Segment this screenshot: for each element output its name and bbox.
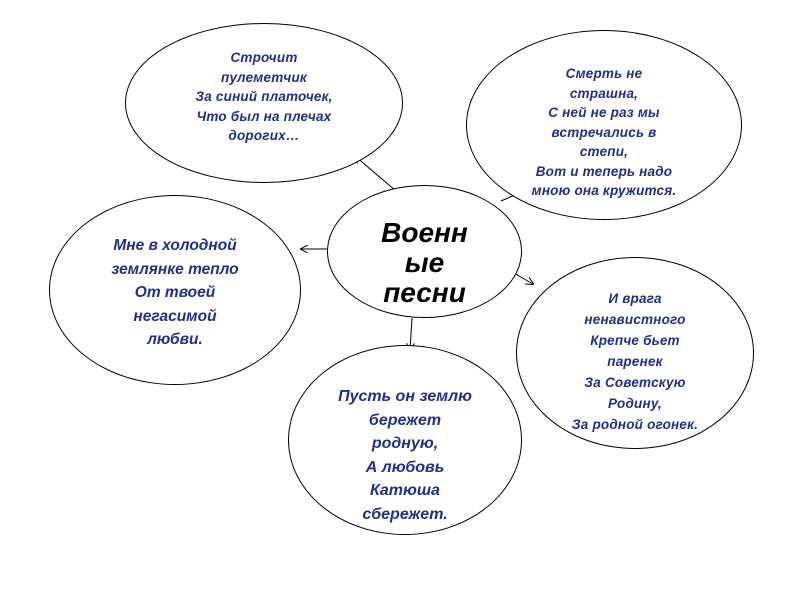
song-quote-top-right: Смерть не страшна, С ней не раз мы встречались в степи, Вот и теперь надо мною она кружится.: [531, 66, 677, 198]
song-quote-left: Мне в холодной землянке тепло От твоей негасимой любви.: [111, 237, 239, 348]
song-quote-top-left: Строчит пулеметчик За синий платочек, Что был на плечах дорогих…: [195, 50, 333, 143]
arrow-to-top-left: [355, 156, 396, 191]
song-quote-right: И врага ненавистного Крепче бьет паренек За Советскую Родину, За родной огонек.: [571, 291, 699, 432]
song-quote-bottom: Пусть он землю бережет родную, А любовь Катюша сбережет.: [338, 388, 472, 523]
center-title: Военн ые песни: [381, 217, 468, 308]
